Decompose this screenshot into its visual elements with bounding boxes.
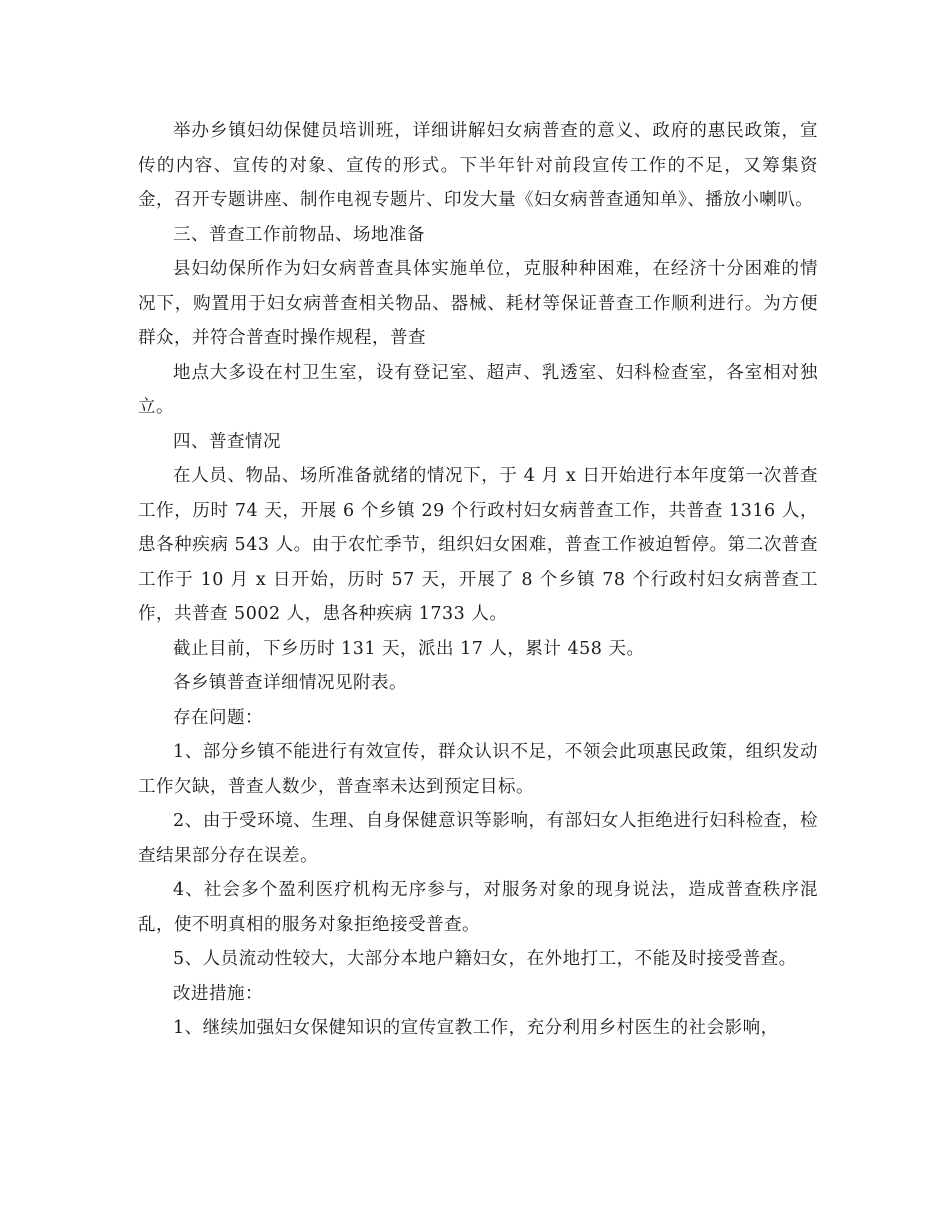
paragraph-training: 举办乡镇妇幼保健员培训班，详细讲解妇女病普查的意义、政府的惠民政策，宣传的内容、宣传的对象、宣传的形式。下半年针对前段宣传工作的不足，又筹集资金，召开专题讲座、制作电视专题片、印发大量《妇女病普查通知单》、播放小喇叭。 <box>138 121 818 210</box>
paragraph-preparation: 县妇幼保所作为妇女病普查具体实施单位，克服种种困难，在经济十分困难的情况下，购置用于妇女病普查相关物品、器械、耗材等保证普查工作顺利进行。为方便群众，并符合普查时操作规程，普查 <box>138 259 818 348</box>
paragraph-appendix: 各乡镇普查详细情况见附表。 <box>173 673 407 693</box>
problem-item-1: 1、部分乡镇不能进行有效宣传，群众认识不足，不领会此项惠民政策，组织发动工作欠缺，普查人数少，普查率未达到预定目标。 <box>138 742 818 797</box>
problems-heading: 存在问题： <box>173 707 263 728</box>
section-heading-4: 四、普查情况 <box>173 431 281 452</box>
problem-item-5: 5、人员流动性较大，大部分本地户籍妇女，在外地打工，不能及时接受普查。 <box>173 949 797 969</box>
paragraph-situation: 在人员、物品、场所准备就绪的情况下，于 4 月 x 日开始进行本年度第一次普查工作，历时 74 天，开展 6 个乡镇 29 个行政村妇女病普查工作，共普查 1316 人，患各种疾病 543 人。由于农忙季节，组织妇女困难，普查工作被迫暂停。第二次普查工作于 10 月 x 日开始，历时 57 天，开展了 8 个乡镇 78 个行政村妇女病普查工作，共普查 5002 人，患各种疾病 1733 人。 <box>138 466 818 624</box>
problem-item-4: 4、社会多个盈利医疗机构无序参与，对服务对象的现身说法，造成普查秩序混乱，使不明真相的服务对象拒绝接受普查。 <box>138 880 818 935</box>
measures-heading: 改进措施： <box>173 983 263 1004</box>
document-body <box>138 114 818 1046</box>
measure-item-1: 1、继续加强妇女保健知识的宣传宣教工作，充分利用乡村医生的社会影响， <box>173 1018 779 1038</box>
section-heading-3: 三、普查工作前物品、场地准备 <box>173 224 425 245</box>
paragraph-total: 截止目前，下乡历时 131 天，派出 17 人，累计 458 天。 <box>173 638 645 659</box>
paragraph-location: 地点大多设在村卫生室，设有登记室、超声、乳透室、妇科检查室，各室相对独立。 <box>138 362 818 417</box>
problem-item-2: 2、由于受环境、生理、自身保健意识等影响，有部妇女人拒绝进行妇科检查，检查结果部分存在误差。 <box>138 811 818 866</box>
